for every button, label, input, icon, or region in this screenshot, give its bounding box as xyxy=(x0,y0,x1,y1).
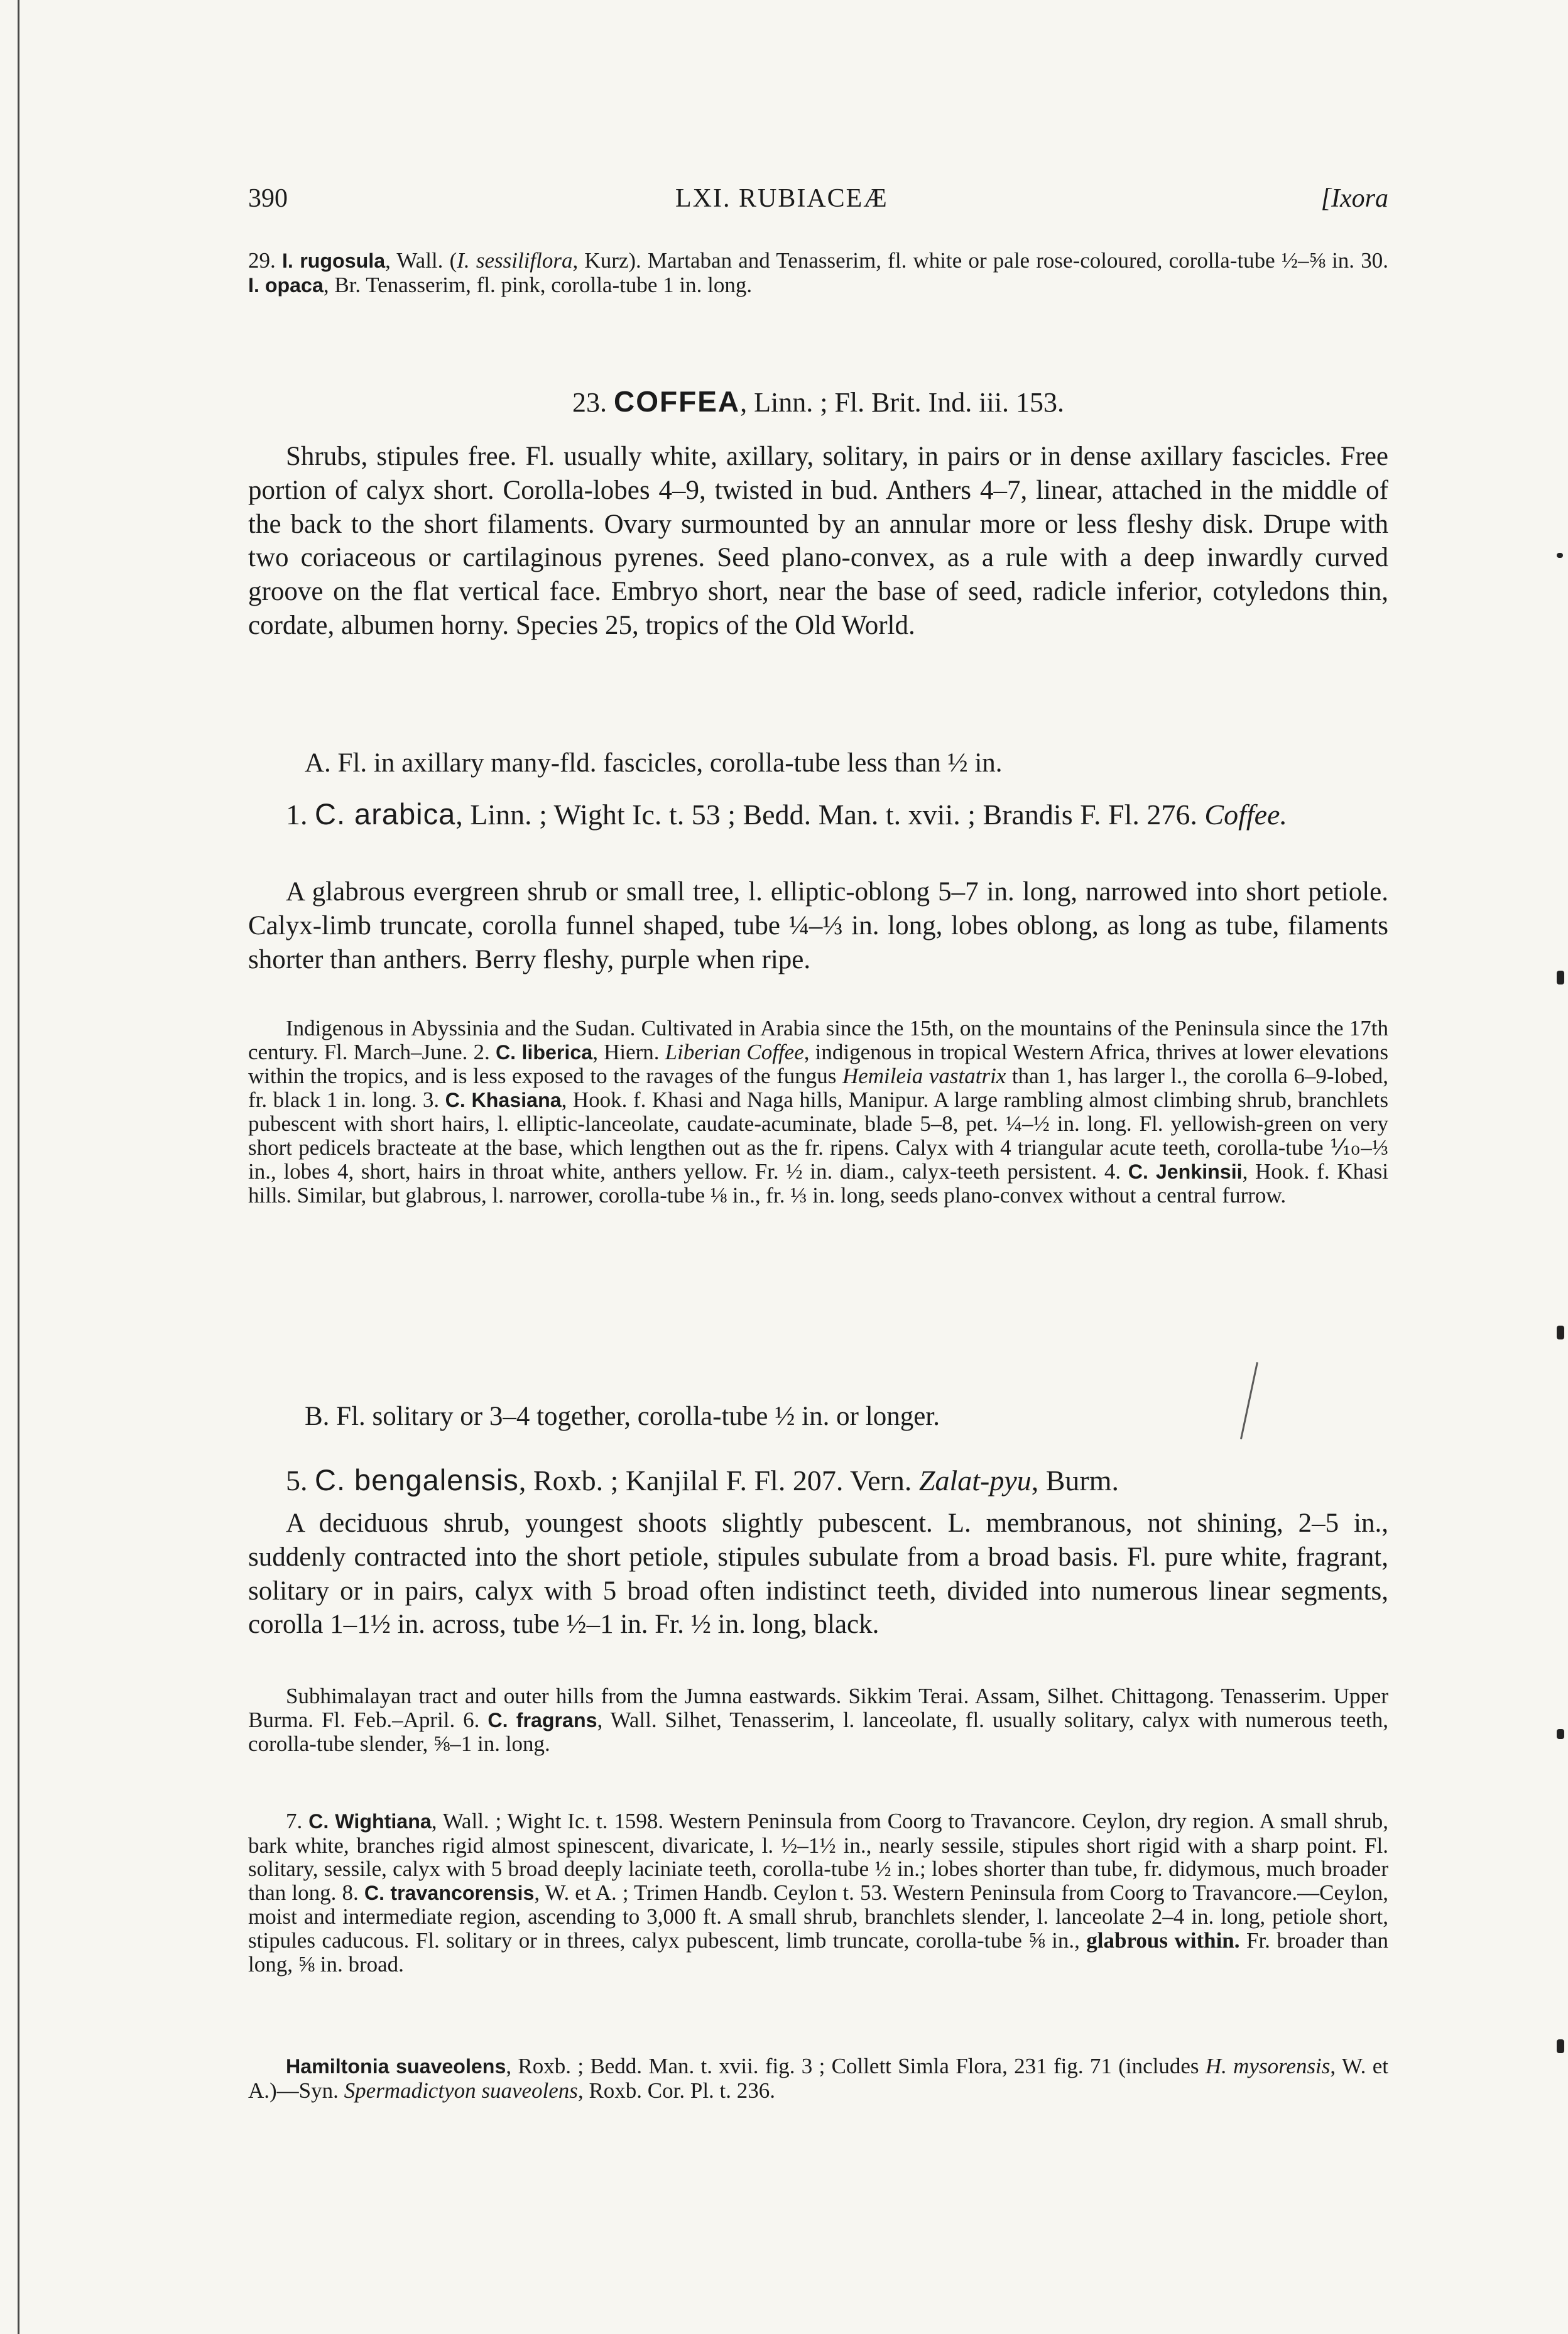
margin-mark xyxy=(1557,553,1563,558)
genus-heading xyxy=(248,384,1388,418)
species-name: C. bengalensis xyxy=(315,1463,519,1497)
species-author: , Wall. ( xyxy=(385,248,457,273)
species-name: C. travancorensis xyxy=(364,1881,535,1904)
note-text: Subhimalayan tract and outer hills from the Jumna eastwards. Sikkim Terai. Assam, Silhet. Chittagong. Tenasserim. Upper Burma. Fl. Feb.–April. 6. xyxy=(248,1684,1388,1732)
species-5-notes xyxy=(248,1684,1388,1756)
note-text-bold: glabrous within. xyxy=(1086,1928,1240,1953)
key-section-a: A. Fl. in axillary many-fld. fascicles, corolla-tube less than ½ in. xyxy=(305,748,1003,778)
fungus-name: Hemileia vastatrix xyxy=(842,1064,1006,1089)
species-1-notes xyxy=(248,1017,1388,1208)
page-number: 390 xyxy=(248,184,288,213)
hamiltonia-note xyxy=(248,2054,1388,2102)
note-text: , Wall. Silhet, Tenasserim, l. lanceolate, fl. usually solitary, calyx with numerous teeth, corolla-tube slender, ⅝–1 in. long. xyxy=(248,1707,1389,1757)
genus-description: Shrubs, stipules free. Fl. usually white, axillary, solitary, in pairs or in dense axillary fascicles. Free portion of calyx short. Corolla-lobes 4–9, twisted in bud. Anthers 4–7, linear, attached in the middle of the back to the short filaments. Ovary surmounted by an annular more or less fleshy disk. Drupe with two coriaceous or cartilaginous pyrenes. Seed plano-convex, as a rule with a deep inwardly curved groove on the flat vertical face. Embryo short, near the base of seed, radicle inferior, cotyledons thin, cordate, albumen horny. Species 25, tropics of the Old World. xyxy=(248,442,1388,640)
species-number: 1. xyxy=(286,799,308,831)
synonym: I. sessiliflora xyxy=(457,248,573,273)
running-header xyxy=(248,183,1388,221)
species-citation: , Linn. ; Wight Ic. t. 53 ; Bedd. Man. t. xvii. ; Brandis F. Fl. 276. xyxy=(455,799,1205,831)
common-name: Liberian Coffee xyxy=(665,1039,804,1064)
species-number: 7. xyxy=(286,1809,309,1833)
margin-mark xyxy=(1557,971,1564,984)
genus-number: 23. xyxy=(572,387,607,418)
species-name: C. Jenkinsii xyxy=(1128,1160,1243,1183)
note-text: , Roxb. ; Bedd. Man. t. xvii. fig. 3 ; Collett Simla Flora, 231 fig. 71 (includes xyxy=(506,2054,1206,2078)
margin-mark xyxy=(1557,2039,1564,2053)
margin-mark xyxy=(1557,1326,1564,1339)
species-name: C. arabica xyxy=(315,797,456,831)
synonym: Spermadictyon suaveolens xyxy=(344,2078,578,2103)
species-5-description: A deciduous shrub, youngest shoots slightly pubescent. L. membranous, not shining, 2–5 in., suddenly contracted into the short petiole, stipules subulate from a broad basis. Fl. pure white, fragrant, solitary or in pairs, calyx with 5 broad often indistinct teeth, divided into numerous linear segments, corolla 1–1½ in. across, tube ½–1 in. Fr. ½ in. long, black. xyxy=(248,1508,1388,1640)
note-text: , Wall. ; Wight Ic. t. 1598. Western Peninsula from Coorg to Travancore. Ceylon, dry region. A small shrub, bark white, branches rigid almost spinescent, divaricate, l. ½–1½ in., nearly sessile, stipules short rigid with a sharp point. Fl. solitary, sessile, calyx with 5 broad deeply laciniate teeth, corolla-tube ½ in.; lobes shorter than tube, fr. didymous, much broader than long. 8. xyxy=(248,1809,1388,1905)
species-name: C. Wightiana xyxy=(308,1810,432,1833)
note-text: , Hiern. xyxy=(592,1039,665,1064)
key-section-b: B. Fl. solitary or 3–4 together, corolla-tube ½ in. or longer. xyxy=(305,1402,940,1431)
vernacular-name: Zalat-pyu xyxy=(918,1464,1032,1497)
note-text: than 1, has larger l., the corolla 6–9-lobed, fr. black 1 in. long. 3. xyxy=(248,1064,1388,1112)
note-text: Indigenous in Abyssinia and the Sudan. Cultivated in Arabia since the 15th, on the mountains of the Peninsula since the 17th century. Fl. March–June. 2. xyxy=(248,1016,1388,1064)
margin-mark xyxy=(1557,1729,1564,1739)
species-name: Hamiltonia suaveolens xyxy=(286,2055,506,2078)
vernacular-language: , Burm. xyxy=(1031,1464,1119,1497)
note-text: , Hook. f. Khasi hills. Similar, but glabrous, l. narrower, corolla-tube ⅛ in., fr. ⅓ in. long, seeds plano-convex without a central furrow. xyxy=(248,1159,1388,1208)
note-text: , Hook. f. Khasi and Naga hills, Manipur. A large rambling almost climbing shrub, branchlets pubescent with short hairs, l. elliptic-lanceolate, caudate-acuminate, blade 5–8, pet. ¼–½ in. long. Fl. yellowish-green on very short pedicels bracteate at the base, which lengthen out as the fr. ripens. Calyx with 4 triangular acute teeth, corolla-tube ⅒–⅓ in., lobes 4, short, hairs in throat white, anthers yellow. Fr. ½ in. diam., calyx-teeth persistent. 4. xyxy=(248,1087,1388,1184)
genus-citation: , Linn. ; Fl. Brit. Ind. iii. 153. xyxy=(740,387,1064,418)
chapter-title: LXI. RUBIACEÆ xyxy=(675,184,888,213)
species-name: I. rugosula xyxy=(281,249,386,272)
species-note: , Kurz). Martaban and Tenasserim, fl. white or pale rose-coloured, corolla-tube ½–⅝ in. xyxy=(572,248,1361,273)
species-7-8-notes xyxy=(248,1809,1388,1976)
running-genus: [Ixora xyxy=(1320,184,1388,213)
species-note: , Br. Tenasserim, fl. pink, corolla-tube 1 in. long. xyxy=(323,272,753,297)
synonym: H. mysorensis xyxy=(1205,2054,1331,2078)
pencil-mark xyxy=(1240,1362,1258,1439)
species-1-description: A glabrous evergreen shrub or small tree, l. elliptic-oblong 5–7 in. long, narrowed into short petiole. Calyx-limb truncate, corolla funnel shaped, tube ¼–⅓ in. long, lobes oblong, as long as tube, filaments shorter than anthers. Berry fleshy, purple when ripe. xyxy=(248,877,1388,974)
species-5-heading xyxy=(248,1464,1388,1497)
scan-edge-line xyxy=(18,0,19,2334)
species-name: I. opaca xyxy=(248,273,324,297)
species-number: 29. xyxy=(248,248,276,273)
note-text: Fr. broader than long, ⅝ in. broad. xyxy=(248,1928,1388,1977)
ixora-species-notes xyxy=(248,249,1388,297)
note-text: , indigenous in tropical Western Africa, thrives at lower elevations within the tropics, and is less exposed to the ravages of the fungus xyxy=(248,1039,1388,1089)
common-name: Coffee. xyxy=(1204,799,1287,831)
note-text: , W. et A. ; Trimen Handb. Ceylon t. 53. Western Peninsula from Coorg to Travancore.—Ceylon, moist and intermediate region, ascending to 3,000 ft. A small shrub, branchlets slender, l. lanceolate 2–4 in. long, petiole short, stipules caducous. Fl. solitary or in threes, calyx pubescent, limb truncate, corolla-tube ⅝ in., xyxy=(248,1880,1389,1953)
species-citation: , Roxb. ; Kanjilal F. Fl. 207. Vern. xyxy=(518,1464,919,1497)
species-number: 5. xyxy=(286,1464,308,1497)
species-number: 30. xyxy=(1361,248,1388,273)
species-name: C. fragrans xyxy=(487,1708,597,1731)
genus-name: COFFEA xyxy=(614,385,741,418)
species-name: C. Khasiana xyxy=(445,1088,562,1111)
note-text: , Roxb. Cor. Pl. t. 236. xyxy=(577,2078,776,2103)
species-name: C. liberica xyxy=(495,1040,593,1064)
species-1-heading xyxy=(248,798,1388,831)
note-text: , W. et A.)—Syn. xyxy=(248,2054,1388,2103)
